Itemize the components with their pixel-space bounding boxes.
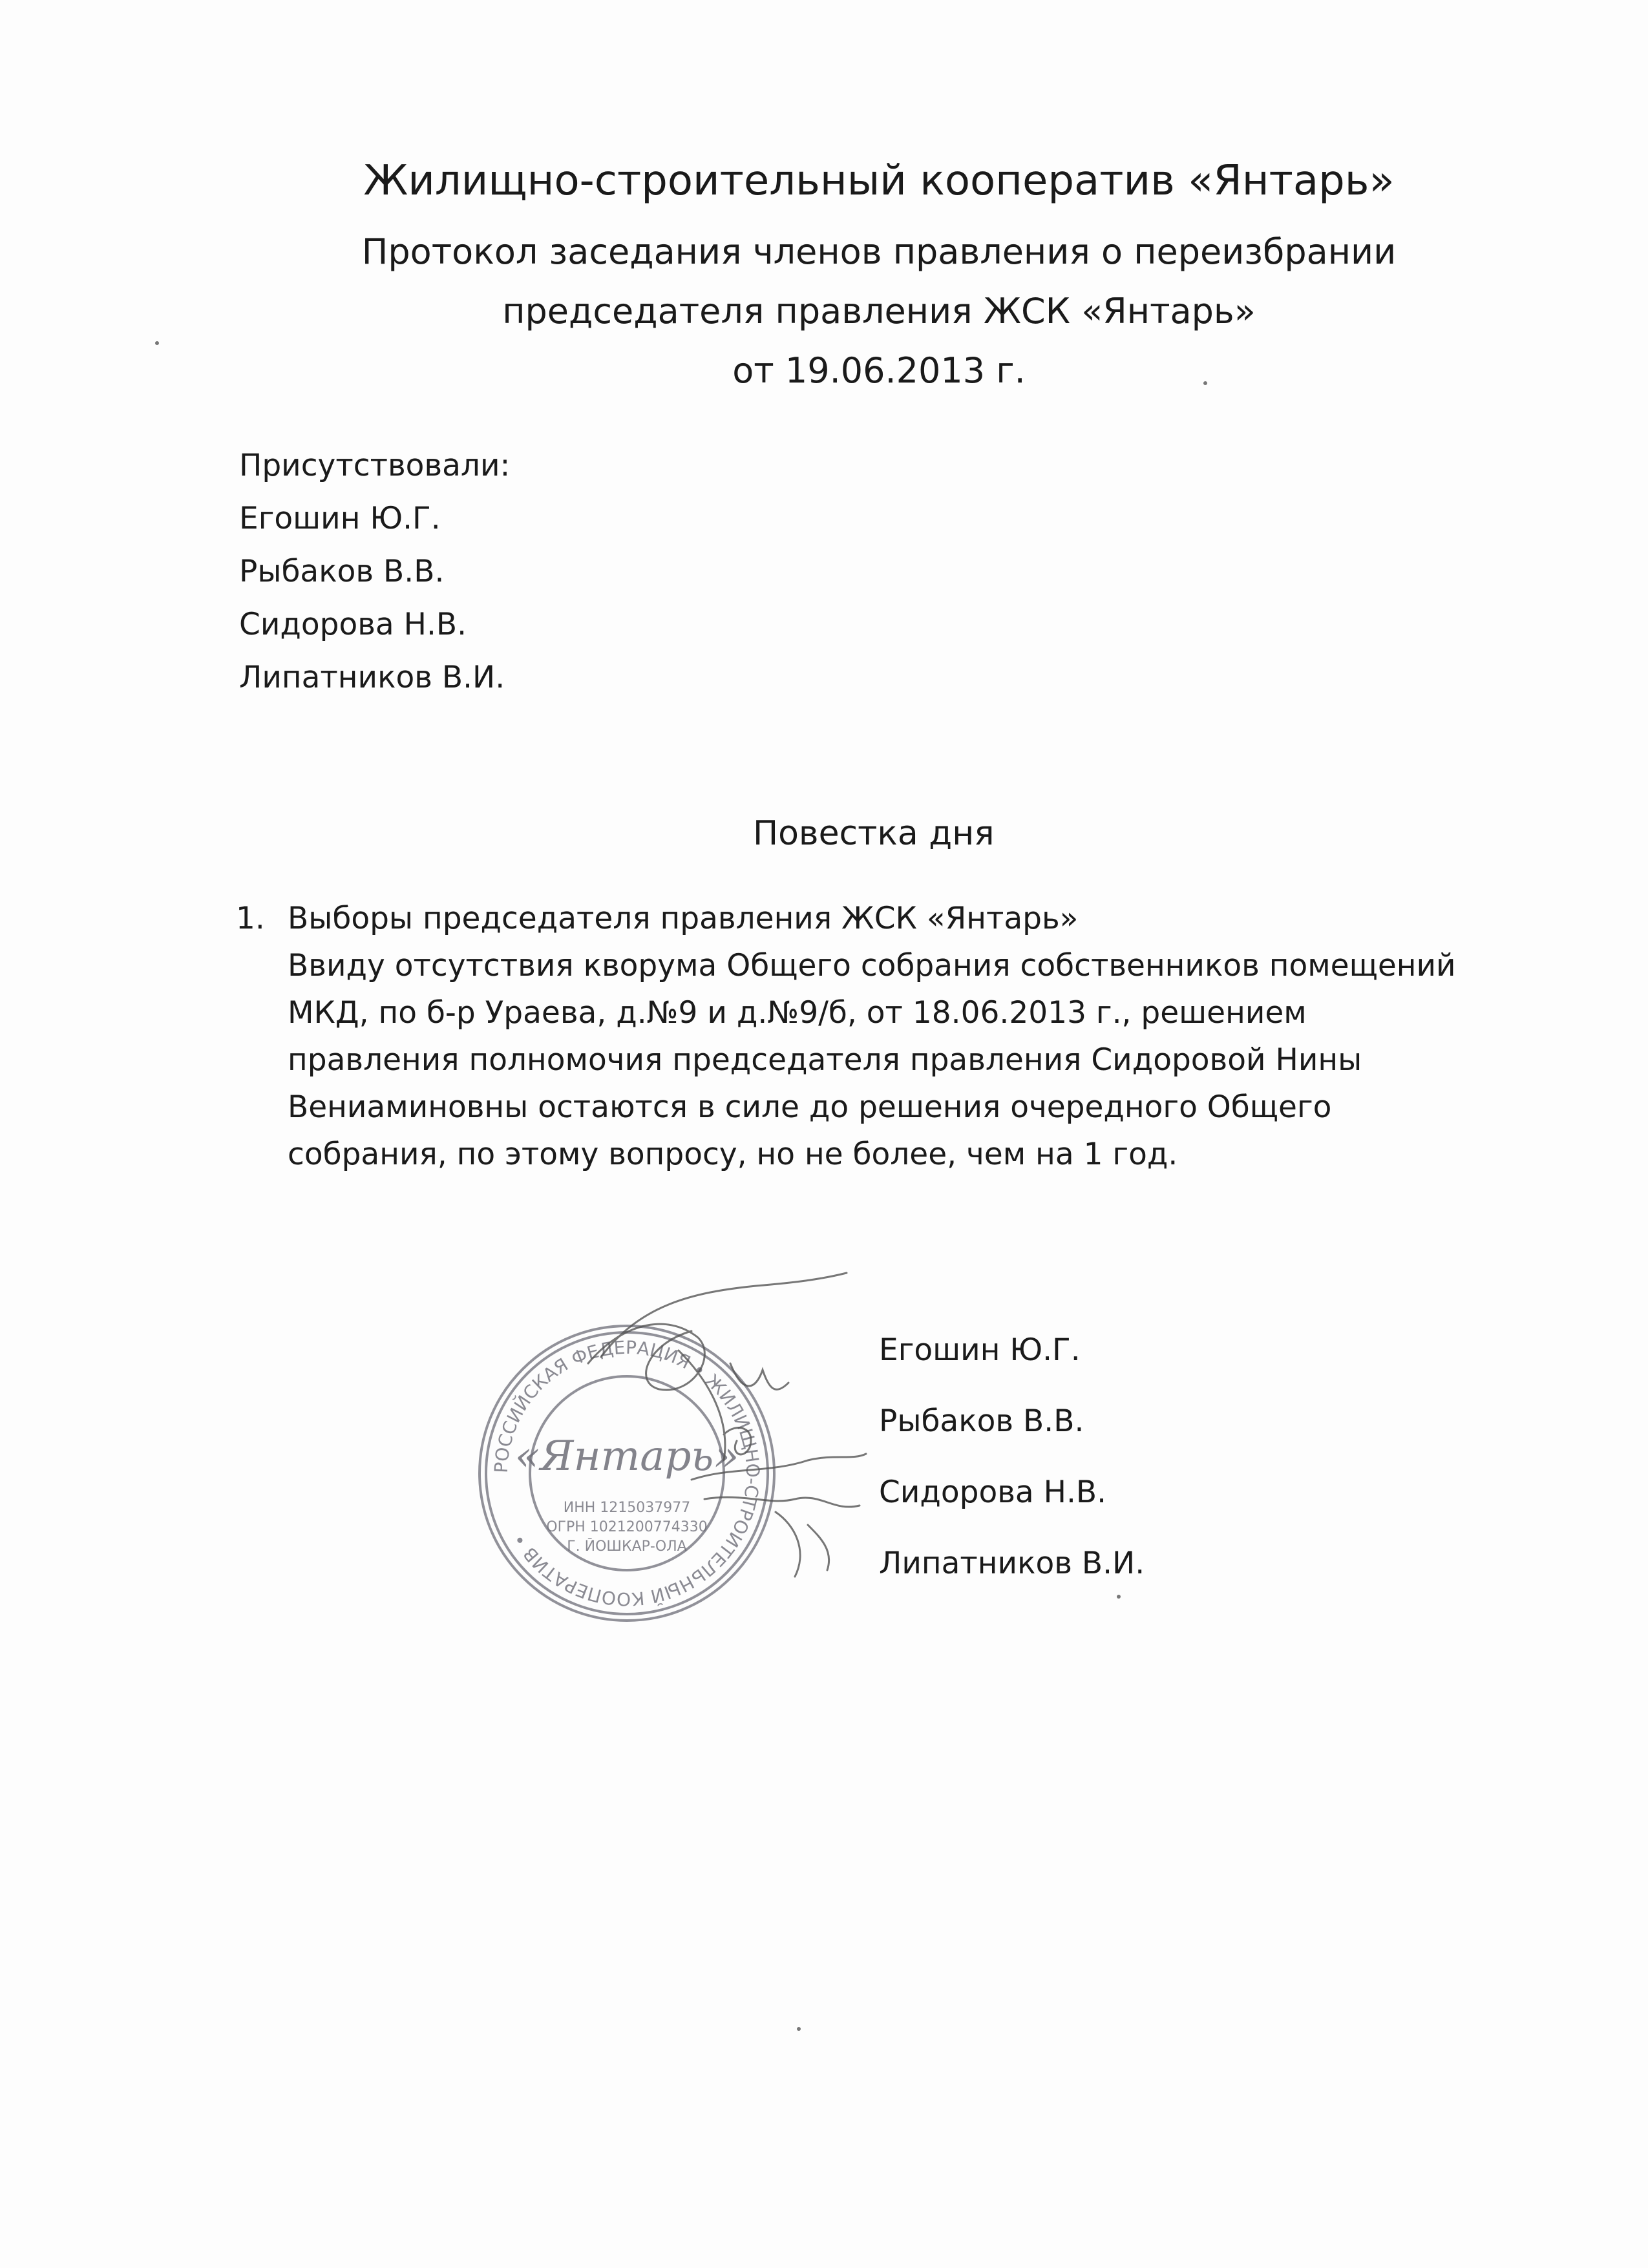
agenda-item-number: 1. — [236, 901, 265, 936]
stamp-center-text: «Янтарь» — [514, 1433, 739, 1480]
scan-speck — [797, 2027, 801, 2031]
agenda-item-line: Ввиду отсутствия кворума Общего собрания собственников помещений — [288, 948, 1456, 983]
stamp-ogrn: ОГРН 1021200774330 — [546, 1519, 708, 1535]
agenda-item — [236, 895, 1528, 1178]
scan-speck — [1203, 381, 1207, 385]
scan-speck — [1117, 1595, 1121, 1599]
title-line-1: Протокол заседания членов правления о переизбрании — [361, 231, 1397, 272]
scan-speck — [155, 341, 159, 345]
document-date: от 19.06.2013 г. — [732, 350, 1026, 391]
document-header — [0, 155, 1648, 403]
signatory-name: Егошин Ю.Г. — [879, 1332, 1081, 1368]
signatory-name: Сидорова Н.В. — [879, 1475, 1107, 1510]
attendee-name: Липатников В.И. — [239, 660, 505, 695]
attendee-name: Егошин Ю.Г. — [239, 501, 441, 536]
agenda-item-line: правления полномочия председателя правления Сидоровой Нины — [288, 1042, 1362, 1078]
handwritten-signatures — [562, 1266, 924, 1628]
document-title — [0, 220, 1648, 403]
signatory-name: Рыбаков В.В. — [879, 1403, 1084, 1439]
agenda-item-line: МКД, по б-р Ураева, д.№9 и д.№9/б, от 18.06.2013 г., решением — [288, 995, 1307, 1031]
attendees-list — [239, 439, 510, 704]
organization-name: Жилищно-строительный кооператив «Янтарь» — [363, 157, 1395, 205]
title-line-2: председателя правления ЖСК «Янтарь» — [502, 291, 1256, 331]
attendee-name: Сидорова Н.В. — [239, 607, 467, 642]
attendee-name: Рыбаков В.В. — [239, 554, 445, 589]
agenda-list — [236, 895, 1528, 1178]
signatory-name: Липатников В.И. — [879, 1546, 1145, 1581]
signatures-list — [879, 1315, 1145, 1599]
agenda-item-line: Вениаминовны остаются в силе до решения очередного Общего — [288, 1089, 1332, 1125]
agenda-item-heading: Выборы председателя правления ЖСК «Янтарь» — [288, 901, 1079, 936]
agenda-title: Повестка дня — [753, 814, 995, 853]
agenda-item-body — [288, 895, 1456, 1178]
agenda-item-line: собрания, по этому вопросу, но не более, чем на 1 год. — [288, 1137, 1178, 1172]
attendees-label: Присутствовали: — [239, 448, 511, 483]
stamp-ring-text: РОССИЙСКАЯ ФЕДЕРАЦИЯ • ЖИЛИЩНО-СТРОИТЕЛЬНЫЙ КООПЕРАТИВ • — [490, 1336, 764, 1610]
stamp-inn: ИНН 1215037977 — [563, 1500, 691, 1516]
stamp-city: Г. ЙОШКАР-ОЛА — [567, 1538, 687, 1555]
